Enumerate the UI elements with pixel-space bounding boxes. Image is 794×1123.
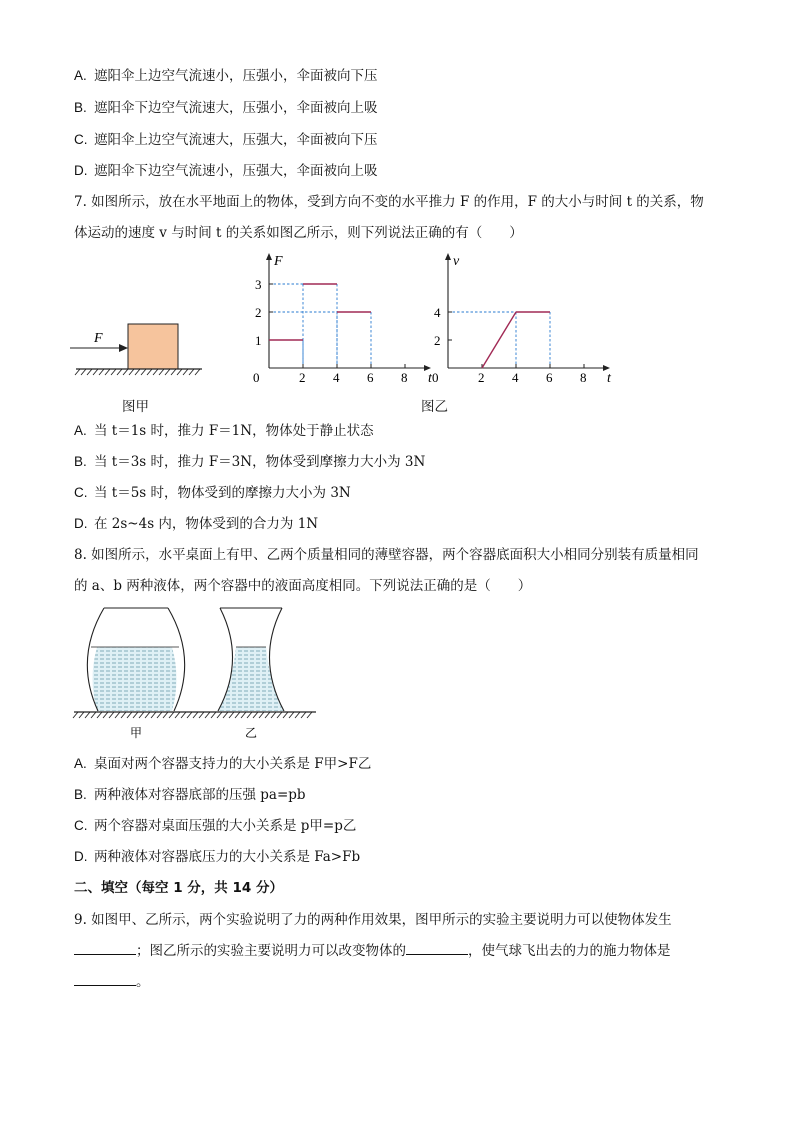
y-tick-label: 4 <box>434 305 441 320</box>
option-letter: A. <box>74 68 87 83</box>
q6-option-b <box>74 99 378 117</box>
liquid-a <box>93 647 177 711</box>
option-text: 在 2s~4s 内，物体受到的合力为 1N <box>94 516 319 532</box>
block <box>128 324 178 369</box>
option-text: 桌面对两个容器支持力的大小关系是 F甲>F乙 <box>94 756 372 772</box>
answer-blank-1[interactable] <box>74 942 136 955</box>
q8-stem-line2: 的 a、b 两种液体，两个容器中的液面高度相同。下列说法正确的是（ ） <box>74 578 532 594</box>
ground-hatch <box>75 369 200 375</box>
liquid-b <box>218 647 284 711</box>
option-text: 当 t＝5s 时，物体受到的摩擦力大小为 3N <box>94 485 351 501</box>
option-text: 两种液体对容器底部的压强 pa=pb <box>94 787 306 803</box>
option-letter: B. <box>74 454 87 469</box>
x-tick-label: 6 <box>367 370 374 385</box>
x-tick-label: 2 <box>299 370 306 385</box>
q9-line1: 9. 如图甲、乙所示，两个实验说明了力的两种作用效果，图甲所示的实验主要说明力可以使物体发生 <box>74 912 672 928</box>
arrowhead-icon <box>119 344 128 352</box>
q8-option-d <box>74 848 360 866</box>
y-axis-label: v <box>453 254 460 269</box>
y-tick-label: 2 <box>255 305 262 320</box>
answer-blank-2[interactable] <box>406 942 468 955</box>
option-text: 两个容器对桌面压强的大小关系是 p甲=p乙 <box>94 818 357 834</box>
label-jia: 甲 <box>130 726 143 740</box>
option-letter: D. <box>74 849 88 864</box>
q8-option-b <box>74 786 306 804</box>
y-tick-label: 3 <box>255 277 262 292</box>
q6-option-a <box>74 67 378 85</box>
x-tick-label: 4 <box>512 370 519 385</box>
q9-line3 <box>74 973 150 991</box>
option-text: 遮阳伞下边空气流速大，压强小，伞面被向上吸 <box>94 100 378 116</box>
option-letter: C. <box>74 818 88 833</box>
q8-option-c <box>74 817 356 835</box>
q7-stem-line2: 体运动的速度 v 与时间 t 的关系如图乙所示，则下列说法正确的有（ ） <box>74 225 523 241</box>
q7-stem-line1: 7. 如图所示，放在水平地面上的物体，受到方向不变的水平推力 F 的作用，F 的大小与时间 t 的关系，物 <box>74 194 704 210</box>
option-text: 遮阳伞上边空气流速大，压强大，伞面被向下压 <box>94 132 378 148</box>
q7-option-c <box>74 484 351 502</box>
option-text: 两种液体对容器底压力的大小关系是 Fa>Fb <box>94 849 361 865</box>
x-tick-label: 0 <box>253 370 260 385</box>
q8-option-a <box>74 755 371 773</box>
q7-option-d <box>74 515 318 533</box>
x-tick-label: 4 <box>333 370 340 385</box>
fig-jia-block-diagram <box>66 318 206 380</box>
x-tick-label: 0 <box>432 370 439 385</box>
q7-option-a <box>74 422 374 440</box>
option-letter: A. <box>74 423 87 438</box>
q6-option-d <box>74 162 378 180</box>
fig-jia-caption: 图甲 <box>122 399 149 415</box>
option-letter: C. <box>74 485 88 500</box>
option-letter: D. <box>74 516 88 531</box>
option-text: 遮阳伞上边空气流速小，压强小，伞面被向下压 <box>94 68 378 84</box>
y-axis-arrowhead-icon <box>266 253 272 260</box>
option-letter: B. <box>74 100 87 115</box>
section-title: 二、填空（每空 1 分，共 14 分） <box>74 880 283 896</box>
table-hatch <box>73 712 312 718</box>
q7-option-b <box>74 453 425 471</box>
option-letter: A. <box>74 756 87 771</box>
q9-line2 <box>74 942 671 960</box>
v-t-chart <box>424 250 609 388</box>
label-yi: 乙 <box>245 726 258 740</box>
x-tick-label: 6 <box>546 370 553 385</box>
answer-blank-3[interactable] <box>74 973 136 986</box>
force-label: F <box>94 331 103 346</box>
f-t-chart <box>245 250 432 388</box>
y-tick-label: 2 <box>434 333 441 348</box>
containers-diagram <box>70 605 320 743</box>
option-text: 遮阳伞下边空气流速小，压强大，伞面被向上吸 <box>94 163 378 179</box>
q9-line3-end: 。 <box>136 974 150 990</box>
x-axis-label: t <box>607 371 611 386</box>
q9-line2-part-a: ；图乙所示的实验主要说明力可以改变物体的 <box>136 943 406 959</box>
q8-stem-line1: 8. 如图所示，水平桌面上有甲、乙两个质量相同的薄壁容器，两个容器底面积大小相同分别装有质量相同 <box>74 547 699 563</box>
option-letter: D. <box>74 163 88 178</box>
data-segment <box>482 312 516 368</box>
y-axis-arrowhead-icon <box>445 253 451 260</box>
option-text: 当 t＝3s 时，推力 F＝3N，物体受到摩擦力大小为 3N <box>94 454 426 470</box>
option-text: 当 t＝1s 时，推力 F＝1N，物体处于静止状态 <box>94 423 374 439</box>
option-letter: C. <box>74 132 88 147</box>
fig-yi-caption: 图乙 <box>421 399 448 415</box>
y-axis-label: F <box>274 254 283 269</box>
x-tick-label: 8 <box>401 370 408 385</box>
x-axis-label: t <box>428 371 432 386</box>
x-tick-label: 8 <box>580 370 587 385</box>
option-letter: B. <box>74 787 87 802</box>
q6-option-c <box>74 131 378 149</box>
y-tick-label: 1 <box>255 333 262 348</box>
x-tick-label: 2 <box>478 370 485 385</box>
q9-line2-part-b: ，使气球飞出去的力的施力物体是 <box>468 943 671 959</box>
